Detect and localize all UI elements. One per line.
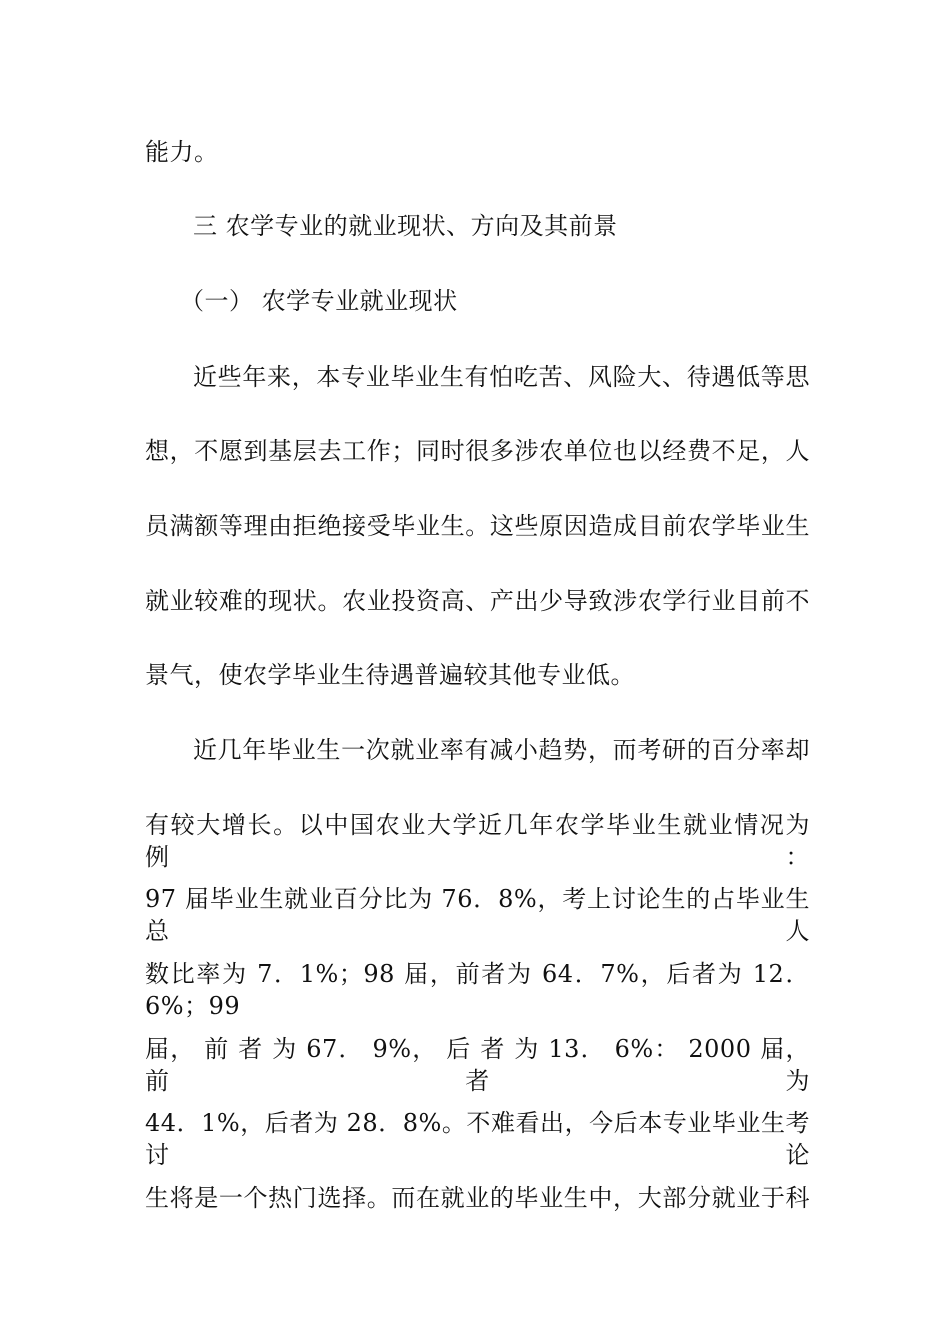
paragraph-line: 97 届毕业生就业百分比为 76．8%，考上讨论生的占毕业生总人 (145, 885, 810, 945)
subsection-heading: （一） 农学专业就业现状 (180, 287, 458, 315)
paragraph-line-fragment: 能力。 (145, 138, 219, 166)
paragraph-line: 员满额等理由拒绝接受毕业生。这些原因造成目前农学毕业生 (145, 512, 810, 540)
paragraph-line: 届， 前 者 为 67． 9%， 后 者 为 13． 6%： 2000 届， 前 者 为 (145, 1035, 810, 1095)
paragraph-line: 有较大增长。以中国农业大学近几年农学毕业生就业情况为例： (145, 811, 810, 871)
paragraph-line: 近些年来，本专业毕业生有怕吃苦、风险大、待遇低等思 (193, 363, 810, 391)
paragraph-line: 44．1%，后者为 28．8%。不难看出，今后本专业毕业生考讨论 (145, 1109, 810, 1169)
paragraph-line: 就业较难的现状。农业投资高、产出少导致涉农学行业目前不 (145, 587, 810, 615)
paragraph-line: 生将是一个热门选择。而在就业的毕业生中，大部分就业于科 (145, 1184, 810, 1212)
paragraph-line: 景气，使农学毕业生待遇普遍较其他专业低。 (145, 661, 635, 689)
paragraph-line: 近几年毕业生一次就业率有减小趋势，而考研的百分率却 (193, 736, 810, 764)
paragraph-line: 想，不愿到基层去工作；同时很多涉农单位也以经费不足，人 (145, 437, 810, 465)
paragraph-line: 数比率为 7．1%；98 届，前者为 64．7%，后者为 12．6%；99 (145, 960, 810, 1020)
section-heading: 三 农学专业的就业现状、方向及其前景 (193, 212, 618, 240)
